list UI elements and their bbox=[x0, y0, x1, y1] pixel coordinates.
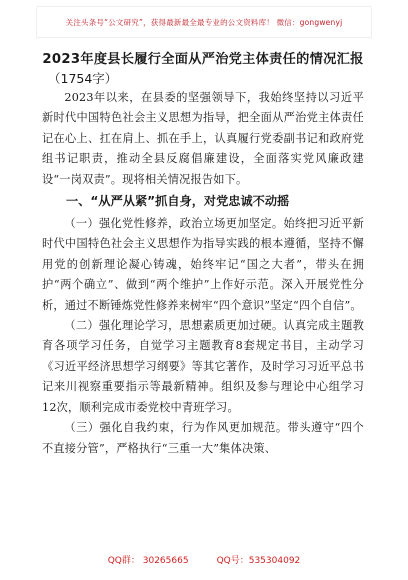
paragraph-3: （三）强化自我约束，行为作风更加规范。带头遵守“四个不直接分管”，严格执行“三重一大”集体决策、 bbox=[42, 421, 364, 455]
document-page bbox=[42, 50, 364, 459]
promo-banner-text: 关注头条号“公文研究”，获得最新最全最专业的公文资料库！ 微信：gongwenyj bbox=[65, 17, 343, 27]
paragraph-1: （一）强化党性修养，政治立场更加坚定。始终把习近平新时代中国特色社会主义思想作为指导实践的根本遵循，坚持不懈用党的创新理论凝心铸魂，始终牢记“国之大者”，带头在拥护“两个确立”、做到“两个维护”上作好示范。深入开展党性分析，通过不断锤炼党性修养来树牢“四个意识”坚定“四个自信”。 bbox=[42, 217, 364, 312]
qq-group-link[interactable]: QQ群： 30265665 bbox=[107, 556, 189, 566]
word-count: （1754字） bbox=[48, 71, 118, 86]
paragraph-2: （二）强化理论学习，思想素质更加过硬。认真完成主题教育各项学习任务，自觉学习主题教育8套规定书目，主动学习《习近平经济思想学习纲要》等其它著作，及时学习习近平总书记来川视察重要指示等最新精神。组织及参与理论中心组学习12次，顺利完成市委党校中青班学习。 bbox=[42, 319, 364, 414]
section-heading-1: 一、“从严从紧”抓自身，对党忠诚不动摇 bbox=[66, 194, 290, 209]
intro-paragraph: 2023年以来，在县委的坚强领导下，我始终坚持以习近平新时代中国特色社会主义思想为指导，把全面从严治党主体责任记在心上、扛在肩上、抓在手上，认真履行党委副书记和政府党组书记职责，推动全县反腐倡廉建设，全面落实党风廉政建设“一岗双责”。现将相关情况报告如下。 bbox=[42, 91, 364, 186]
document-title: 2023年度县长履行全面从严治党主体责任的情况汇报 bbox=[42, 52, 364, 67]
footer-contacts bbox=[0, 553, 408, 566]
qq-number-link[interactable]: QQ号：535304092 bbox=[216, 556, 301, 566]
promo-banner bbox=[36, 6, 372, 38]
